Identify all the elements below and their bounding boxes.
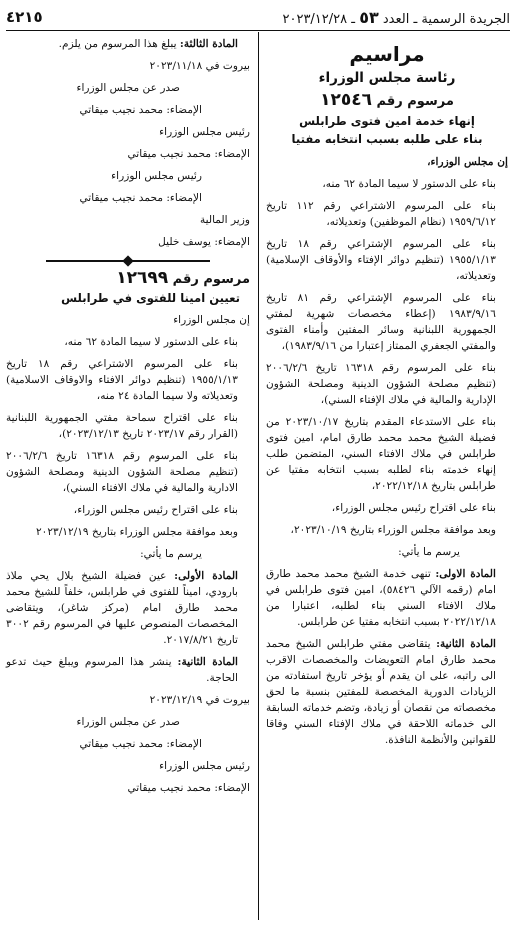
issue-number: ٥٣ (359, 7, 379, 27)
article-3 (6, 36, 250, 52)
signatory-title: رئيس مجلس الوزراء (159, 760, 250, 772)
signatory-title: رئيس مجلس الوزراء (111, 170, 202, 182)
decree-subject (266, 112, 508, 148)
left-column (6, 36, 250, 802)
signature: الإمضاء: يوسف خليل (158, 236, 250, 248)
decree-number: ١٢٥٤٦ (320, 90, 373, 110)
signature: الإمضاء: محمد نجيب ميقاتي (127, 148, 250, 160)
journal-name: الجريدة الرسمية ـ العدد (382, 11, 510, 27)
signature: الإمضاء: محمد نجيب ميقاتي (79, 104, 202, 116)
article-text: عين فضيلة الشيخ بلال يحي ملاذ بارودي، اميناً للفتوى في طرابلس، خلفاً للشيخ محمد محمد طارق امام (مركز شاغر)، ويتقاضى المخصصات المنصوص عليها في المرسوم رقم ٣٠٠٢ تاريخ ٢٠١٧/٨/٢١. (6, 570, 238, 646)
preamble-clause: بناء على المرسوم الإشتراعي رقم ١٨ تاريخ ١٩٥٥/١/١٣ (تنظيم دوائر الإفتاء والأوقاف الإسلامية) وتعديلاته، (266, 238, 496, 282)
signature: الإمضاء: محمد نجيب ميقاتي (79, 738, 202, 750)
issue-date: ـ ٢٠٢٣/١٢/٢٨ (282, 11, 356, 27)
preamble-clause: وبعد موافقة مجلس الوزراء بتاريخ ٢٠٢٣/١٠/١٩، (290, 524, 496, 536)
decree-subject: تعيين امينا للفتوى في طرابلس (61, 291, 240, 305)
decree-heading (266, 92, 508, 110)
decree-formula: يرسم ما يأتي: (398, 546, 460, 558)
decree-subject-line: بناء على طلبه بسبب انتخابه مفتيا (291, 132, 483, 146)
preamble-clause: بناء على الاستدعاء المقدم بتاريخ ٢٠٢٣/١٠/١٧ من فضيلة الشيخ محمد محمد طارق امام، امين فتوى طرابلس في ملاك الافتاء السني، المتضمن طلب إنهاء خدمته بناء لطلبه بسبب انتخابه مفتيا عن طرابلس بتاريخ ٢٠٢٢/١٢/١٨، (266, 416, 496, 492)
preamble-clause: بناء على المرسوم رقم ١٦٣١٨ تاريخ ٢٠٠٦/٢/٦ (تنظيم مصلحة الشؤون الدينية ومصلحة الشؤون الإدارية والمالية في ملاك الإفتاء السني)، (266, 362, 496, 406)
issued-by: صدر عن مجلس الوزراء (76, 82, 180, 94)
article-1 (266, 566, 508, 630)
article-text: يبلغ هذا المرسوم من يلزم. (58, 38, 177, 50)
column-divider (258, 32, 259, 920)
decree-subject-line: إنهاء خدمة امين فتوى طرابلس (299, 114, 475, 128)
section-subtitle: رئاسة مجلس الوزراء (318, 70, 456, 86)
preamble-clause: وبعد موافقة مجلس الوزراء بتاريخ ٢٠٢٣/١٢/١٩ (35, 526, 238, 538)
place-date: بيروت في ٢٠٢٣/١٢/١٩ (149, 694, 250, 706)
section-separator (6, 256, 250, 266)
article-label: المادة الأولى: (174, 570, 238, 582)
preamble-clause: بناء على الدستور لا سيما المادة ٦٢ منه، (322, 178, 496, 190)
right-column (266, 36, 508, 754)
preamble-clause: بناء على اقتراح رئيس مجلس الوزراء، (331, 502, 496, 514)
page-header (6, 6, 510, 31)
preamble-clause: بناء على الدستور لا سيما المادة ٦٢ منه، (64, 336, 238, 348)
article-label: المادة الثالثة: (179, 38, 238, 50)
signature: الإمضاء: محمد نجيب ميقاتي (127, 782, 250, 794)
article-text: ينشر هذا المرسوم ويبلغ حيث تدعو الحاجة. (6, 656, 238, 684)
page-number: ٤٢١٥ (6, 8, 43, 26)
article-label: المادة الثانية: (177, 656, 238, 668)
decree-label: مرسوم رقم (376, 94, 454, 109)
article-text: يتقاضى مفتي طرابلس الشيخ محمد محمد طارق امام التعويضات والمخصصات الاقرب الى راتبه، على ان يقدم أو يؤخر تاريخ استفادته من الزيادات الدورية المخصصة للمفتين بنسبة ما لحق مخصصاته من نقصان أو زيادة، وتضم خدماته السابقة الى خدماته اللاحقة في ملاك الإفتاء السني وفاقا للقوانين والأنظمة النافذة. (266, 638, 496, 746)
article-label: المادة الاولى: (435, 568, 496, 580)
preamble-clause: بناء على المرسوم رقم ١٦٣١٨ تاريخ ٢٠٠٦/٢/٦ (تنظيم مصلحة الشؤون الدينية ومصلحة الشؤون الادارية والمالية في ملاك الافتاء السني)، (6, 450, 238, 494)
signatory-title: وزير المالية (199, 214, 250, 226)
preamble-clause: بناء على المرسوم الإشتراعي رقم ٨١ تاريخ ١٩٨٣/٩/١٦ (إعطاء مخصصات شهرية لمفتي الجمهورية اللبنانية وسائر المفتين وأمناء الفتوى والمفتي الجعفري الممتاز إعتبارا من ١٩٨٣/٩/١٦)، (266, 292, 496, 352)
decree-formula: يرسم ما يأتي: (140, 548, 202, 560)
signature: الإمضاء: محمد نجيب ميقاتي (79, 192, 202, 204)
preamble-clause: بناء على المرسوم الاشتراعي رقم ١١٢ تاريخ ١٩٥٩/٦/١٢ (نظام الموظفين) وتعديلاته، (266, 200, 496, 228)
journal-info (283, 8, 511, 27)
decree-heading (6, 270, 250, 288)
decree-label: مرسوم رقم (172, 272, 250, 287)
article-1 (6, 568, 250, 648)
article-2 (6, 654, 250, 686)
article-label: المادة الثانية: (436, 638, 497, 650)
signatory-title: رئيس مجلس الوزراء (159, 126, 250, 138)
article-text: تنهى خدمة الشيخ محمد محمد طارق امام (رقمه الآلي ٥٨٤٢٦)، امين فتوى طرابلس في ملاك الافتاء السني بناء لطلبه، اعتبارا من ٢٠٢٢/١٢/١٨ بسبب انتخابه مفتيا عن طرابلس. (266, 568, 496, 628)
section-title: مراسيم (349, 42, 425, 66)
article-2 (266, 636, 508, 748)
place-date: بيروت في ٢٠٢٣/١١/١٨ (149, 60, 250, 72)
decree-number: ١٢٦٩٩ (116, 268, 169, 288)
preamble-intro: إن مجلس الوزراء، (427, 156, 508, 168)
issued-by: صدر عن مجلس الوزراء (76, 716, 180, 728)
preamble-clause: بناء على المرسوم الاشتراعي رقم ١٨ تاريخ ١٩٥٥/١/١٣ (تنظيم دوائر الافتاء والاوقاف الاسلامية) وتعديلاته ولا سيما المادة ٢٤ منه، (6, 358, 238, 402)
preamble-clause: بناء على اقتراح سماحة مفتي الجمهورية اللبنانية (القرار رقم ٢٠٢٣/١٧ تاريخ ٢٠٢٣/١٢/١٣)، (6, 412, 238, 440)
preamble-clause: بناء على اقتراح رئيس مجلس الوزراء، (73, 504, 238, 516)
preamble-intro: إن مجلس الوزراء (173, 314, 250, 326)
